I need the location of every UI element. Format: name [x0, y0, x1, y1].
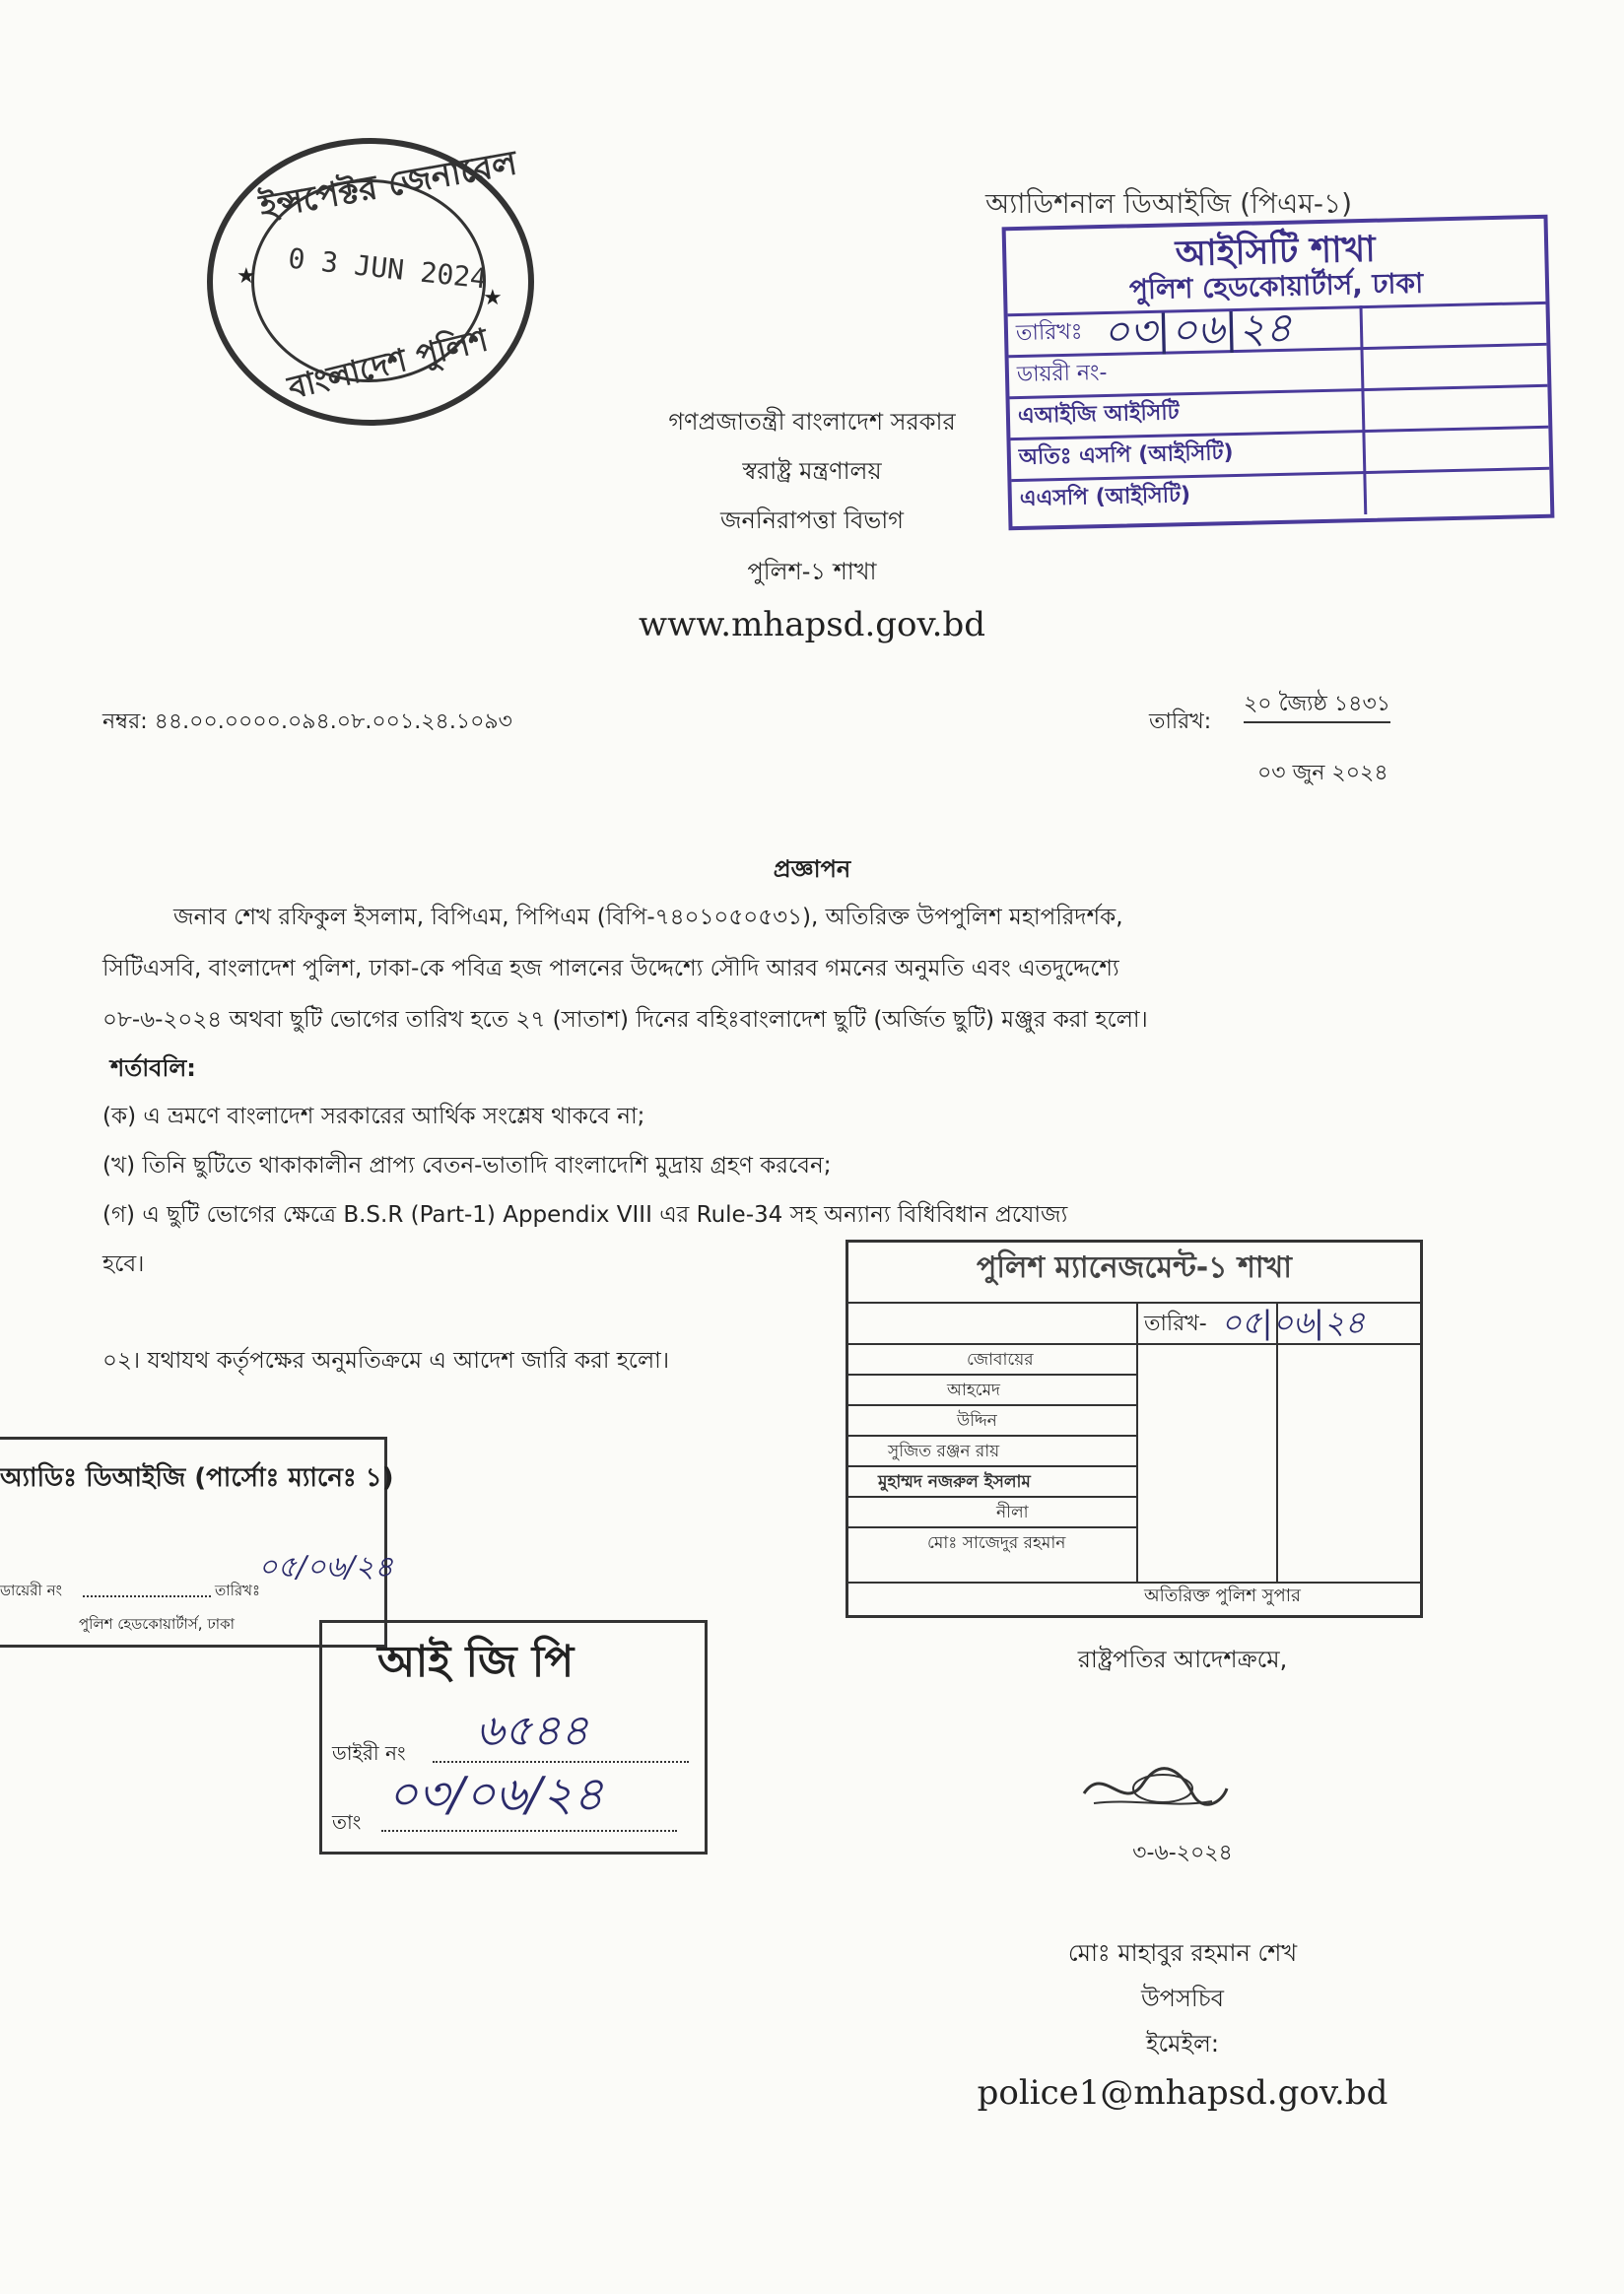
igp-date-dots	[381, 1830, 677, 1832]
division-name: জননিরাপত্তা বিভাগ	[720, 506, 904, 534]
date-english: ০৩ জুন ২০২৪	[1257, 761, 1388, 785]
branch-name: পুলিশ-১ শাখা	[747, 558, 877, 585]
ict-date-handwritten: ০৩|০৬|২৪	[1102, 303, 1293, 357]
condition-ga: (গ) এ ছুটি ভোগের ক্ষেত্রে B.S.R (Part-1) Appendix VIII এর Rule-34 সহ অন্যান্য বিধিবিধান প্রযোজ্য	[102, 1202, 1068, 1228]
ministry-name: স্বরাষ্ট্র মন্ত্রণালয়	[742, 457, 882, 485]
notice-body-line-3: ০৮-৬-২০২৪ অথবা ছুটি ভোগের তারিখ হতে ২৭ (সাতাশ) দিনের বহিঃবাংলাদেশ ছুটি (অর্জিত ছুটি) মঞ্জুর করা হলো।	[102, 1007, 1148, 1033]
igp-diary-dots	[433, 1761, 689, 1763]
mgmt-stamp-title: পুলিশ ম্যানেজমেন্ট-১ শাখা	[977, 1250, 1292, 1285]
addl-diary-dots	[83, 1595, 211, 1597]
igp-diary-number: ৬৫৪৪	[476, 1706, 589, 1756]
condition-ga-cont: হবে।	[102, 1251, 145, 1277]
memo-number: নম্বর: ৪৪.০০.০০০০.০৯৪.০৮.০০১.২৪.১০৯৩	[102, 709, 512, 734]
igp-date-handwritten: ০৩/০৬/২৪	[387, 1767, 604, 1822]
condition-ka: (ক) এ ভ্রমণে বাংলাদেশ সরকারের আর্থিক সংশ্লেষ থাকবে না;	[102, 1104, 645, 1129]
addl-diary-label: ডায়েরী নং	[0, 1582, 62, 1599]
website: www.mhapsd.gov.bd	[638, 605, 986, 644]
ict-row-diary: ডায়রী নং-	[1016, 360, 1108, 388]
ict-row-addl-sp: অতিঃ এসপি (আইসিটি)	[1018, 440, 1234, 470]
mgmt-divider	[1136, 1343, 1420, 1345]
igp-diary-label: ডাইরী নং	[332, 1741, 406, 1765]
addl-date-handwritten: ০৫/০৬/২৪	[258, 1550, 394, 1585]
addl-dig-stamp	[0, 1437, 394, 1648]
mgmt-footer: অতিরিক্ত পুলিশ সুপার	[1144, 1586, 1301, 1606]
igp-stamp	[319, 1620, 708, 1855]
seal-star-icon: ★	[237, 264, 256, 289]
seal-bottom-text: বাংলাদেশ পুলিশ	[284, 320, 492, 407]
order-by-president: রাষ্ট্রপতির আদেশক্রমে,	[1077, 1646, 1288, 1673]
email-label: ইমেইল:	[1146, 2030, 1219, 2058]
igp-date-label: তাং	[332, 1810, 362, 1834]
email-address: police1@mhapsd.gov.bd	[977, 2073, 1388, 2113]
ict-col-divider	[1359, 305, 1367, 514]
mgmt-row: মুহাম্মদ নজরুল ইসলাম	[848, 1465, 1136, 1496]
ict-date-label: তারিখঃ	[1015, 319, 1083, 347]
notice-body-line-1: জনাব শেখ রফিকুল ইসলাম, বিপিএম, পিপিএম (বিপি-৭৪০১০৫০৫৩১), অতিরিক্ত উপপুলিশ মহাপরিদর্শক,	[173, 905, 1123, 930]
igp-stamp-title: আই জি পি	[377, 1637, 575, 1687]
mgmt-divider	[848, 1582, 1420, 1584]
signatory-name: মোঃ মাহাবুর রহমান শেখ	[1067, 1939, 1298, 1967]
addl-date-label: তারিখঃ	[215, 1582, 260, 1599]
ict-stamp-subtitle: পুলিশ হেডকোয়ার্টার্স, ঢাকা	[1128, 266, 1424, 306]
conditions-title: শর্তাবলি:	[110, 1054, 196, 1082]
seal-star-icon: ★	[483, 286, 503, 310]
date-label: তারিখ:	[1149, 709, 1212, 734]
mgmt-date-handwritten: ০৫|০৬|২৪	[1221, 1304, 1366, 1341]
notice-title: প্রজ্ঞাপন	[773, 855, 851, 883]
seal-date: 0 3 JUN 2024	[286, 241, 489, 296]
ict-stamp-title: আইসিটি শাখা	[1175, 229, 1377, 275]
seal-top-text: ইন্সপেক্টর জেনারেল	[256, 143, 520, 228]
addl-stamp-title: অ্যাডিঃ ডিআইজি (পার্সোঃ ম্যানেঃ ১)	[0, 1463, 394, 1493]
addl-footer: পুলিশ হেডকোয়ার্টার্স, ঢাকা	[79, 1615, 236, 1633]
mgmt-date-label: তারিখ-	[1144, 1312, 1207, 1336]
paragraph-2: ০২। যথাযথ কর্তৃপক্ষের অনুমতিক্রমে এ আদেশ জারি করা হলো।	[102, 1348, 670, 1374]
mgmt-row: উদ্দিন	[848, 1404, 1136, 1435]
management-branch-stamp	[846, 1240, 1423, 1618]
signature	[1074, 1754, 1232, 1823]
mgmt-row: আহমেদ	[848, 1374, 1136, 1404]
ict-row-aig: এআইজি আইসিটি	[1017, 400, 1180, 429]
ict-header-note: অ্যাডিশনাল ডিআইজি (পিএম-১)	[985, 187, 1353, 220]
mgmt-row: মোঃ সাজেদুর রহমান	[848, 1526, 1136, 1557]
govt-name: গণপ্রজাতন্ত্রী বাংলাদেশ সরকার	[668, 408, 956, 436]
mgmt-row: নীলা	[848, 1496, 1136, 1526]
ict-row-asp: এএসপি (আইসিটি)	[1019, 483, 1191, 511]
sign-date: ৩-৬-২০২৪	[1132, 1841, 1233, 1865]
mgmt-row: সুজিত রঞ্জন রায়	[848, 1435, 1136, 1465]
notice-body-line-2: সিটিএসবি, বাংলাদেশ পুলিশ, ঢাকা-কে পবিত্র হজ পালনের উদ্দেশ্যে সৌদি আরব গমনের অনুমতি এবং এতদুদ্দেশ্যে	[102, 956, 1119, 981]
condition-kha: (খ) তিনি ছুটিতে থাকাকালীন প্রাপ্য বেতন-ভাতাদি বাংলাদেশি মুদ্রায় গ্রহণ করবেন;	[102, 1153, 832, 1179]
mgmt-row: জোবায়ের	[848, 1343, 1136, 1374]
date-bangla: ২০ জ্যৈষ্ঠ ১৪৩১	[1244, 692, 1390, 723]
signatory-designation: উপসচিব	[1140, 1985, 1225, 2012]
